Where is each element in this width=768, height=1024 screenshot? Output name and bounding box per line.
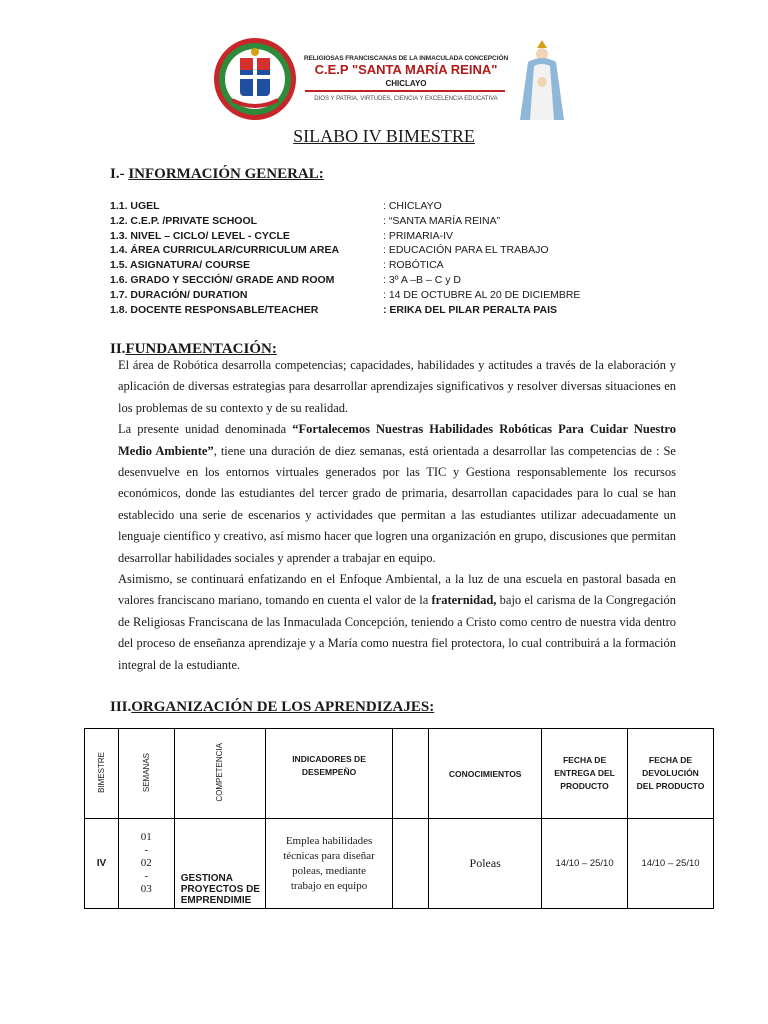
cell-fecha-devolucion: 14/10 – 25/10 <box>628 819 714 909</box>
document-title: SILABO IV BIMESTRE <box>293 126 475 146</box>
fund-p2-text-a: La presente unidad denominada <box>118 422 293 437</box>
value-fraternidad: fraternidad, <box>431 593 497 608</box>
learning-organization-table <box>84 728 714 909</box>
section-1-heading <box>110 166 324 183</box>
info-row <box>110 215 670 230</box>
cell-bimestre: IV <box>85 819 119 909</box>
school-crest-logo <box>212 36 298 122</box>
header-indicadores: INDICADORES DE DESEMPEÑO <box>265 729 393 819</box>
fundamentacion-text <box>118 355 676 676</box>
fund-paragraph-1: El área de Robótica desarrolla competencias; capacidades, habilidades y actitudes a través de la elaboración y aplicación de diversas estrategias para desarrollar aprendizajes significativos y resolver diversas situaciones en los problemas de su contexto y de su realidad. <box>118 358 676 415</box>
section-1-title: INFORMACIÓN GENERAL: <box>128 166 324 182</box>
cell-indicador: Emplea habilidades técnicas para diseñar poleas, mediante trabajo en equipo <box>265 819 393 909</box>
section-3-number: III. <box>110 699 132 715</box>
section-2-number: II. <box>110 341 126 357</box>
section-1-number: I.- <box>110 166 125 182</box>
cell-semanas: 01 - 02 - 03 <box>118 819 174 909</box>
info-value: : PRIMARIA-IV <box>383 229 454 242</box>
school-city: CHICLAYO <box>385 79 427 88</box>
info-label: 1.6. GRADO Y SECCIÓN/ GRADE AND ROOM <box>110 273 335 286</box>
cell-fecha-entrega: 14/10 – 25/10 <box>542 819 628 909</box>
info-row <box>110 230 670 245</box>
info-row <box>110 274 670 289</box>
section-3-title: ORGANIZACIÓN DE LOS APRENDIZAJES: <box>131 699 435 715</box>
info-value: : 3º A –B – C y D <box>383 273 461 286</box>
info-row <box>110 304 670 319</box>
header-semanas: SEMANAS <box>118 729 174 819</box>
section-2-title: FUNDAMENTACIÓN: <box>125 341 277 357</box>
fund-paragraph-2 <box>118 419 676 569</box>
school-motto: DIOS Y PATRIA, VIRTUDES, CIENCIA Y EXCELENCIA EDUCATIVA <box>314 96 498 102</box>
school-name: C.E.P "SANTA MARÍA REINA" <box>314 62 498 77</box>
fund-paragraph-3 <box>118 569 676 676</box>
header-divider <box>305 90 505 92</box>
table-row <box>85 819 714 909</box>
section-3-heading <box>110 699 434 716</box>
info-label: 1.5. ASIGNATURA/ COURSE <box>110 259 251 272</box>
header-fecha-entrega: FECHA DE ENTREGA DEL PRODUCTO <box>542 729 628 819</box>
info-value: : EDUCACIÓN PARA EL TRABAJO <box>383 244 549 257</box>
fund-p3-text-c: bajo el carisma de la Congregación de Religiosas Franciscana de las Inmaculada Concepción, teniendo a Cristo como centro de nuestra vida dentro del proceso de enseñanza aprendizaje y a María como nuestra fiel protectora, lo cual contribuirá a la formación integral de la estudiante. <box>118 593 676 672</box>
congregation-name: RELIGIOSAS FRANCISCANAS DE LA INMACULADA CONCEPCIÓN <box>303 55 509 62</box>
info-label: 1.8. DOCENTE RESPONSABLE/TEACHER <box>110 303 319 316</box>
info-label: 1.2. C.E.P. /PRIVATE SCHOOL <box>110 214 258 227</box>
info-value: : ROBÓTICA <box>383 259 444 272</box>
header-conocimientos: CONOCIMIENTOS <box>429 729 542 819</box>
fund-p3-text-a: Asimismo, se continuará enfatizando en el Enfoque Ambiental, a la luz de una escuela en pastoral basada en valores franciscano mariano, tomando en cuenta el valor de la <box>118 572 676 608</box>
info-value: : CHICLAYO <box>383 200 442 212</box>
cell-empty <box>393 819 429 909</box>
cell-conocimiento: Poleas <box>429 819 542 909</box>
header-fecha-devolucion: FECHA DE DEVOLUCIÓN DEL PRODUCTO <box>628 729 714 819</box>
info-value: : 14 DE OCTUBRE AL 20 DE DICIEMBRE <box>383 288 581 301</box>
info-row <box>110 289 670 304</box>
virgin-mary-image <box>512 36 572 122</box>
table-header-row <box>85 729 714 819</box>
header-bimestre: BIMESTRE <box>85 729 119 819</box>
info-label: 1.3. NIVEL – CICLO/ LEVEL - CYCLE <box>110 229 290 242</box>
info-label: 1.4. ÁREA CURRICULAR/CURRICULUM AREA <box>110 244 340 257</box>
info-value: : “SANTA MARÍA REINA” <box>383 214 501 227</box>
info-label: 1.1. UGEL <box>110 200 160 212</box>
fund-p2-text-c: , tiene una duración de diez semanas, está orientada a desarrollar las competencias de : Se desenvuelve en los entornos virtuales generados por las TIC y Gestiona responsablemente los recursos económicos, donde las estudiantes del tercer grado de primaria, desarrollan capacidades para lo cual se han establecido una serie de escenarios y actividades que permitan a las estudiantes utilizar adecuadamente un lenguaje científico y creativo, así mismo hacer que logren una organización en grupo, discusiones que permitan desarrollar habilidades sociales y aprender a trabajar en equipo. <box>118 443 676 565</box>
unit-name: “Fortalecemos Nuestras Habilidades Robóticas Para Cuidar Nuestro Medio Ambiente” <box>118 422 676 458</box>
cell-competencia: GESTIONA PROYECTOS DE EMPRENDIMIE <box>174 819 265 909</box>
info-row <box>110 200 670 215</box>
info-row <box>110 259 670 274</box>
header-empty <box>393 729 429 819</box>
info-label: 1.7. DURACIÓN/ DURATION <box>110 288 248 301</box>
info-value: : ERIKA DEL PILAR PERALTA PAIS <box>383 303 558 316</box>
general-info-list <box>110 200 670 318</box>
header-competencia: COMPETENCIA <box>174 729 265 819</box>
info-row <box>110 244 670 259</box>
